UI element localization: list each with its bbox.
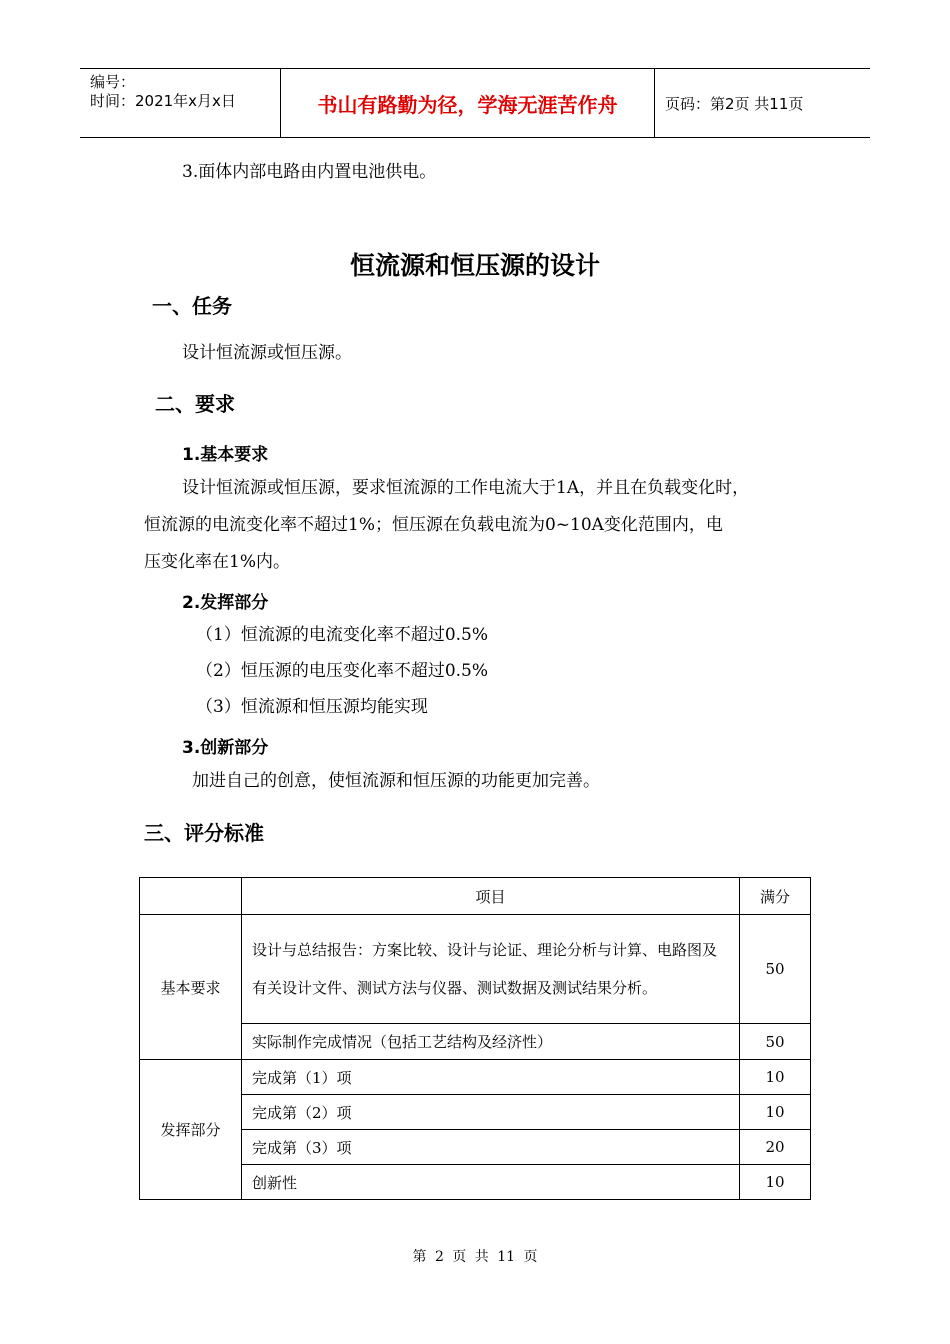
basic-text-line-3: 压变化率在1%内。: [144, 552, 290, 572]
document-title: 恒流源和恒压源的设计: [349, 251, 600, 280]
header-motto: 书山有路勤为径，学海无涯苦作舟: [281, 69, 655, 137]
extra-item: （3）恒流源和恒压源均能实现: [196, 697, 428, 717]
table-row-score: 20: [740, 1130, 811, 1165]
table-row-item: 完成第（2）项: [242, 1095, 740, 1130]
header-meta: [80, 69, 281, 137]
basic-text-line-2: 恒流源的电流变化率不超过1%；恒压源在负载电流为0~10A变化范围内，电: [144, 515, 723, 535]
table-header-score: 满分: [740, 878, 811, 915]
basic-requirements-heading: 1.基本要求: [182, 445, 269, 465]
header-code: 编号：: [90, 73, 136, 91]
page-footer: 第 2 页 共 11 页: [412, 1249, 538, 1265]
table-row-item: 创新性: [242, 1165, 740, 1200]
innovation-text: 加进自己的创意，使恒流源和恒压源的功能更加完善。: [192, 771, 600, 791]
scoring-heading: 三、评分标准: [144, 821, 264, 845]
basic-category-cell: 基本要求: [140, 915, 242, 1060]
table-row-score: 50: [740, 915, 811, 1024]
extra-heading: 2.发挥部分: [182, 593, 269, 613]
header-page-info: 页码：第2页 共11页: [665, 94, 804, 113]
table-row-score: 10: [740, 1165, 811, 1200]
extra-item: （1）恒流源的电流变化率不超过0.5%: [196, 625, 489, 645]
table-header-item: 项目: [242, 878, 740, 915]
table-row-score: 10: [740, 1095, 811, 1130]
table-row-item: 完成第（3）项: [242, 1130, 740, 1165]
table-row-item: 完成第（1）项: [242, 1060, 740, 1095]
intro-line: 3.面体内部电路由内置电池供电。: [182, 162, 437, 182]
basic-text-line-1: 设计恒流源或恒压源，要求恒流源的工作电流大于1A，并且在负载变化时，: [182, 478, 750, 498]
table-header-blank: [140, 878, 242, 915]
table-row-item: 设计与总结报告：方案比较、设计与论证、理论分析与计算、电路图及有关设计文件、测试方法与仪器、测试数据及测试结果分析。: [242, 915, 740, 1024]
table-row-score: 50: [740, 1024, 811, 1060]
table-row: [140, 915, 811, 1024]
scoring-table: [139, 877, 811, 1200]
table-row: [140, 1060, 811, 1095]
table-row-item: 实际制作完成情况（包括工艺结构及经济性）: [242, 1024, 740, 1060]
task-heading: 一、任务: [152, 294, 232, 318]
page-header: [80, 68, 870, 138]
table-row-score: 10: [740, 1060, 811, 1095]
extra-item: （2）恒压源的电压变化率不超过0.5%: [196, 661, 489, 681]
header-time: 时间：2021年x月x日: [90, 92, 236, 110]
table-header-row: [140, 878, 811, 915]
requirements-heading: 二、要求: [155, 392, 235, 416]
extra-category-cell: 发挥部分: [140, 1060, 242, 1200]
innovation-heading: 3.创新部分: [182, 738, 269, 758]
task-text: 设计恒流源或恒压源。: [182, 343, 352, 363]
